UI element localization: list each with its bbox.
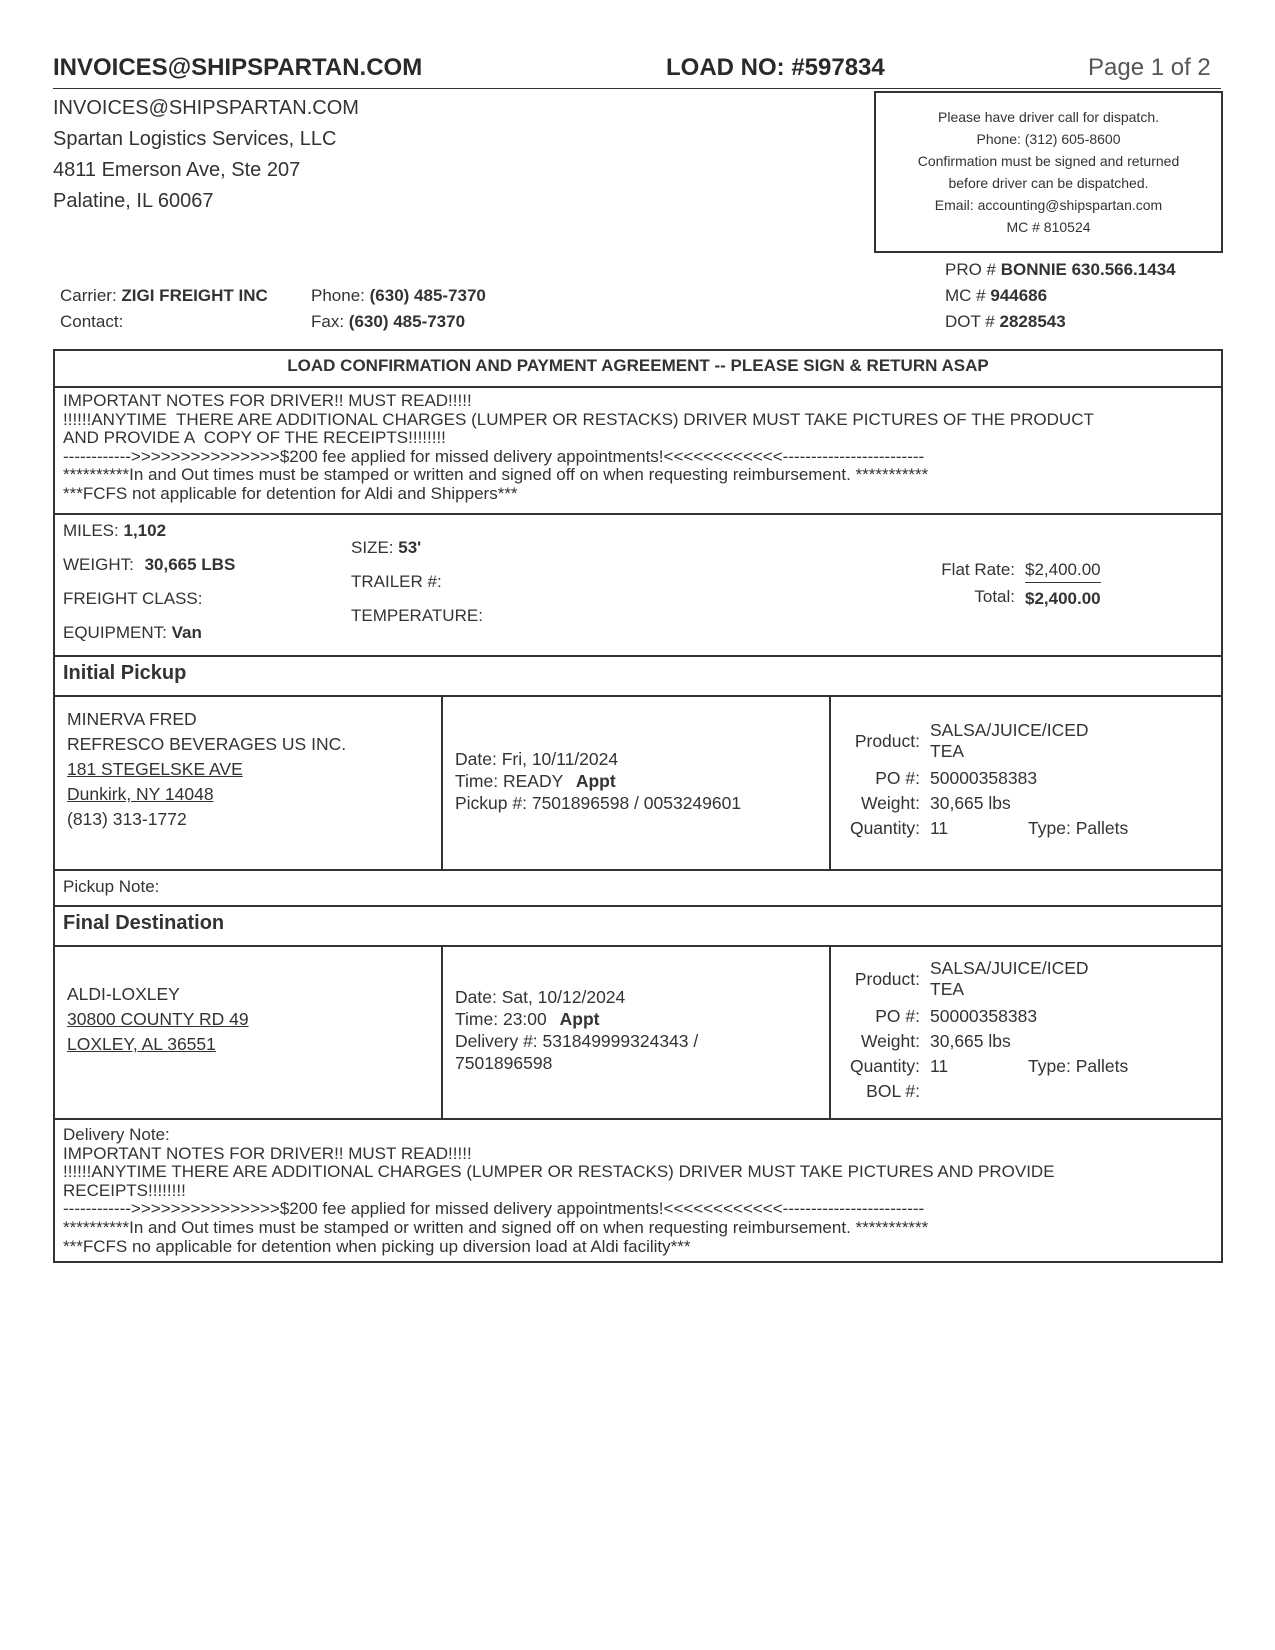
weight-row — [63, 555, 235, 575]
section-divider — [53, 905, 1223, 907]
pickup-city-link[interactable]: Dunkirk, NY 14048 — [67, 784, 214, 804]
trailer-label: TRAILER #: — [351, 572, 442, 591]
pickup-address — [67, 707, 346, 832]
pro-row — [945, 260, 1176, 280]
company-name: Spartan Logistics Services, LLC — [53, 128, 337, 150]
load-number: LOAD NO: #597834 — [666, 54, 885, 81]
column-divider — [829, 945, 831, 1118]
delivery-date: Date: Sat, 10/12/2024 — [455, 987, 626, 1007]
weight-label: Weight: — [860, 793, 920, 813]
total-value: $2,400.00 — [1025, 589, 1101, 608]
delivery-number: Delivery #: 531849999324343 / — [455, 1031, 699, 1051]
page-indicator: Page 1 of 2 — [1088, 54, 1211, 81]
carrier-phone-row — [311, 286, 486, 306]
section-divider — [53, 695, 1223, 697]
section-divider — [53, 655, 1223, 657]
pickup-number: Pickup #: 7501896598 / 0053249601 — [455, 793, 742, 813]
dispatch-line: before driver can be dispatched. — [948, 175, 1149, 191]
pickup-product — [930, 720, 1089, 762]
pickup-phone: (813) 313-1772 — [67, 809, 187, 829]
pickup-contact: MINERVA FRED — [67, 709, 197, 729]
delivery-schedule — [455, 986, 698, 1074]
pickup-street-link[interactable]: 181 STEGELSKE AVE — [67, 759, 243, 779]
carrier-fax: (630) 485-7370 — [348, 312, 466, 331]
pickup-section-title: Initial Pickup — [63, 662, 187, 684]
product-label: Product: — [854, 731, 920, 751]
mc-row — [945, 286, 1047, 306]
type-label: Type: — [1028, 818, 1071, 838]
product-name-line: TEA — [930, 979, 965, 999]
carrier-name: ZIGI FREIGHT INC — [121, 286, 268, 305]
delivery-section-title: Final Destination — [63, 912, 225, 934]
delivery-company: ALDI-LOXLEY — [67, 984, 180, 1004]
pickup-quantity: 11 — [930, 818, 949, 838]
size-row — [351, 538, 421, 558]
mc-number: 944686 — [990, 286, 1048, 305]
delivery-type-row — [1028, 1056, 1128, 1077]
quantity-label: Quantity: — [849, 818, 920, 838]
mc-label: MC # — [945, 286, 986, 305]
miles-row — [63, 521, 166, 541]
carrier-fax-row — [311, 312, 465, 332]
delivery-street-link[interactable]: 30800 COUNTY RD 49 — [67, 1009, 249, 1029]
weight-value: 30,665 LBS — [144, 555, 236, 574]
dot-label: DOT # — [945, 312, 995, 331]
pickup-date: Date: Fri, 10/11/2024 — [455, 749, 619, 769]
delivery-notes: Delivery Note: IMPORTANT NOTES FOR DRIVER!! MUST READ!!!!! !!!!!!ANYTIME THERE ARE ADDITIONAL CHARGES (LUMPER OR RESTACKS) DRIVER MUST TAKE PICTURES AND PROVIDE RECEIPTS!!!!!!!! ------------>>>>>>>>>>>>>>>$200 fee applied for missed delivery appointments!<<<<<<<<<<<<------------------------- **********In and Out times must be stamped or written and signed off on when requesting reimbursement. *********** ***FCFS no applicable for detention when picking up diversion load at Aldi facility*** — [63, 1125, 1055, 1256]
company-address-line2: Palatine, IL 60067 — [53, 190, 214, 212]
product-label: Product: — [854, 969, 920, 989]
freight-class-label: FREIGHT CLASS: — [63, 589, 203, 608]
miles-label: MILES: — [63, 521, 119, 540]
dispatch-line: Please have driver call for dispatch. — [938, 109, 1159, 125]
delivery-address — [67, 982, 249, 1057]
fax-label: Fax: — [311, 312, 345, 331]
column-divider — [441, 695, 443, 869]
pickup-company: REFRESCO BEVERAGES US INC. — [67, 734, 347, 754]
pro-label: PRO # — [945, 260, 997, 279]
section-divider — [53, 945, 1223, 947]
delivery-number-cont: 7501896598 — [455, 1053, 553, 1073]
delivery-type: Pallets — [1075, 1056, 1129, 1076]
agreement-title: LOAD CONFIRMATION AND PAYMENT AGREEMENT -- PLEASE SIGN & RETURN ASAP — [287, 356, 989, 375]
pickup-type: Pallets — [1075, 818, 1129, 838]
dot-number: 2828543 — [999, 312, 1066, 331]
pickup-time: Time: READY — [455, 771, 563, 791]
pickup-schedule — [455, 748, 741, 814]
pro-number: BONNIE 630.566.1434 — [1000, 260, 1176, 279]
company-email: INVOICES@SHIPSPARTAN.COM — [53, 97, 359, 119]
delivery-quantity: 11 — [930, 1056, 949, 1076]
product-name-line: SALSA/JUICE/ICED — [930, 958, 1089, 978]
delivery-product — [930, 958, 1089, 1000]
carrier-row — [60, 286, 268, 306]
po-label: PO #: — [875, 1006, 920, 1026]
delivery-time: Time: 23:00 — [455, 1009, 547, 1029]
dispatch-info-box — [874, 91, 1223, 253]
pickup-po: 50000358383 — [930, 768, 1038, 788]
section-divider — [53, 386, 1223, 388]
product-name-line: TEA — [930, 741, 965, 761]
section-divider — [53, 513, 1223, 515]
equipment-label: EQUIPMENT: — [63, 623, 167, 642]
dispatch-line: Confirmation must be signed and returned — [917, 153, 1180, 169]
temperature-label: TEMPERATURE: — [351, 606, 483, 625]
section-divider — [53, 869, 1223, 871]
column-divider — [441, 945, 443, 1118]
phone-label: Phone: — [311, 286, 365, 305]
header-divider — [53, 88, 1221, 89]
contact-label: Contact: — [60, 312, 124, 331]
type-label: Type: — [1028, 1056, 1071, 1076]
equipment-value: Van — [171, 623, 202, 642]
pickup-weight: 30,665 lbs — [930, 793, 1011, 813]
miles-value: 1,102 — [123, 521, 167, 540]
carrier-phone: (630) 485-7370 — [369, 286, 486, 305]
dispatch-mc: MC # 810524 — [1006, 219, 1091, 235]
company-block — [53, 93, 359, 217]
product-name-line: SALSA/JUICE/ICED — [930, 720, 1089, 740]
weight-label: WEIGHT: — [63, 555, 134, 574]
column-divider — [829, 695, 831, 869]
pickup-type-row — [1028, 818, 1128, 839]
flat-rate-value: $2,400.00 — [1025, 560, 1101, 583]
company-address-line1: 4811 Emerson Ave, Ste 207 — [53, 159, 301, 181]
section-divider — [53, 1118, 1223, 1120]
driver-notes: IMPORTANT NOTES FOR DRIVER!! MUST READ!!!!! !!!!!!ANYTIME THERE ARE ADDITIONAL CHARGES (LUMPER OR RESTACKS) DRIVER MUST TAKE PICTURES OF THE PRODUCT AND PROVIDE A COPY OF THE RECEIPTS!!!!!!!! ------------>>>>>>>>>>>>>>>$200 fee applied for missed delivery appointments!<<<<<<<<<<<<------------------------- **********In and Out times must be stamped or written and signed off on when requesting reimbursement. *********** ***FCFS not applicable for detention for Aldi and Shippers*** — [63, 391, 1094, 503]
delivery-city-link[interactable]: LOXLEY, AL 36551 — [67, 1034, 216, 1054]
po-label: PO #: — [875, 768, 920, 788]
delivery-po: 50000358383 — [930, 1006, 1038, 1026]
delivery-appt: Appt — [559, 1009, 600, 1029]
weight-label: Weight: — [860, 1031, 920, 1051]
pickup-time-row — [455, 770, 741, 792]
carrier-label: Carrier: — [60, 286, 117, 305]
delivery-weight: 30,665 lbs — [930, 1031, 1011, 1051]
dot-row — [945, 312, 1066, 332]
size-label: SIZE: — [351, 538, 394, 557]
pickup-appt: Appt — [575, 771, 616, 791]
header-email: INVOICES@SHIPSPARTAN.COM — [53, 54, 423, 81]
delivery-time-row — [455, 1008, 698, 1030]
pickup-note-label: Pickup Note: — [63, 877, 160, 896]
total-label: Total: — [974, 587, 1015, 606]
equipment-row — [63, 623, 202, 643]
size-value: 53' — [398, 538, 422, 557]
quantity-label: Quantity: — [849, 1056, 920, 1076]
flat-rate-label: Flat Rate: — [941, 560, 1015, 579]
dispatch-phone: Phone: (312) 605-8600 — [976, 131, 1121, 147]
bol-label: BOL #: — [866, 1081, 920, 1101]
dispatch-email: Email: accounting@shipspartan.com — [934, 197, 1163, 213]
